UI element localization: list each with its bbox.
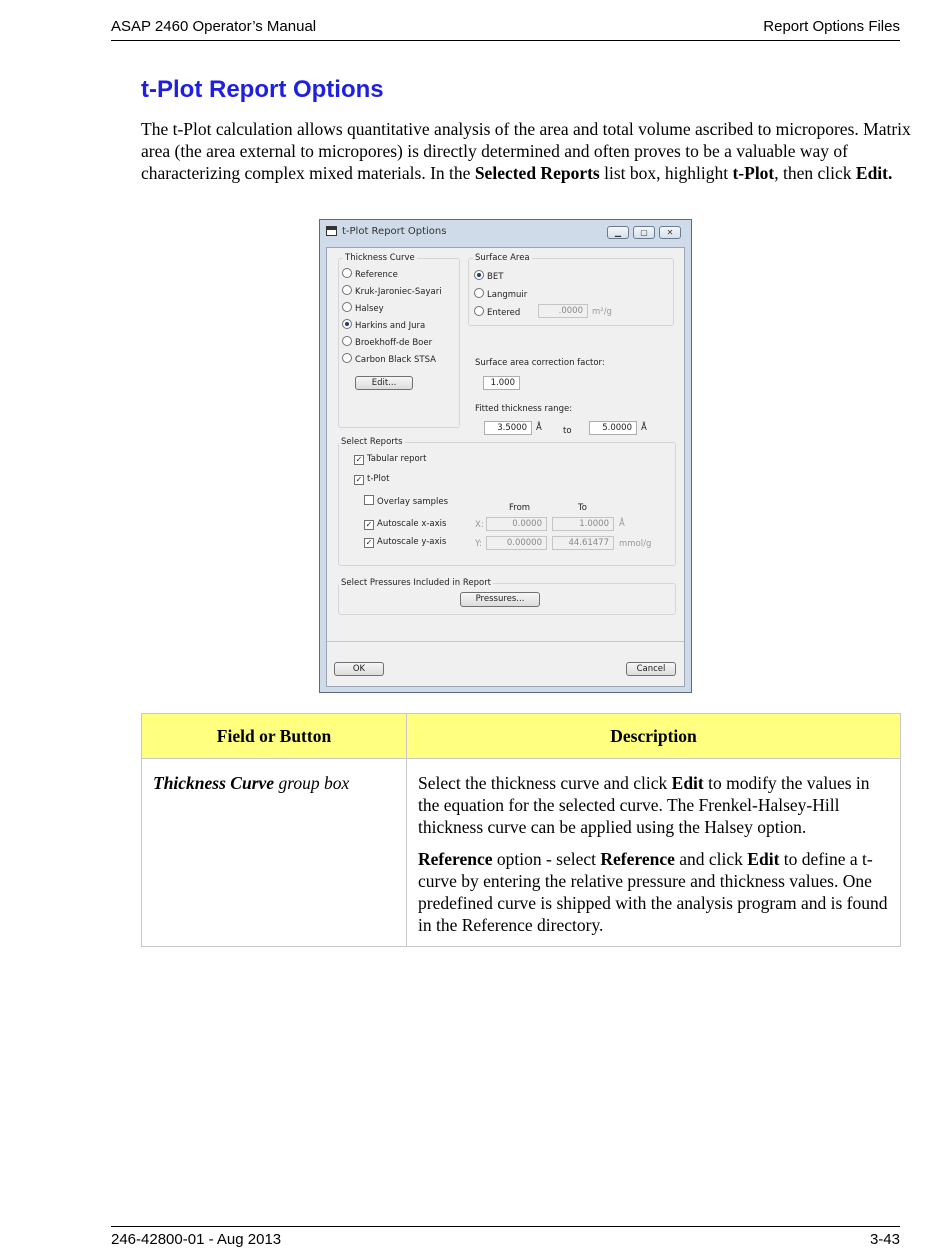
table-header-row — [142, 714, 901, 759]
radio-icon — [474, 288, 484, 298]
radio-label: Halsey — [355, 304, 384, 314]
field-description-table — [141, 713, 901, 947]
radio-harkins-jura[interactable] — [342, 319, 425, 331]
select-pressures-title: Select Pressures Included in Report — [341, 578, 492, 588]
radio-selected-icon — [342, 319, 352, 329]
radio-label: Kruk-Jaroniec-Sayari — [355, 287, 442, 297]
radio-label: Harkins and Jura — [355, 321, 426, 331]
radio-icon — [342, 268, 352, 278]
checkbox-label: Autoscale x-axis — [377, 519, 447, 529]
desc-text: to modify the values in the equation for the selected curve. The Frenkel-Halsey-Hill thickness curve can be applied using the Halsey option. — [418, 773, 870, 837]
correction-factor-field[interactable]: 1.000 — [483, 376, 520, 390]
checkbox-label: Autoscale y-axis — [377, 537, 447, 547]
entered-area-field[interactable]: .0000 — [538, 304, 588, 318]
radio-kruk[interactable] — [342, 285, 442, 297]
intro-text-2: list box, highlight — [599, 163, 733, 183]
tplot-dialog — [319, 219, 692, 693]
intro-paragraph — [141, 118, 911, 184]
description-paragraph-1 — [418, 772, 890, 838]
radio-label: Carbon Black STSA — [355, 355, 436, 365]
table-header-field: Field or Button — [142, 714, 407, 759]
radio-icon — [342, 353, 352, 363]
window-app-icon — [326, 226, 337, 236]
radio-label: Reference — [355, 270, 398, 280]
desc-bold: Edit — [747, 849, 780, 869]
to-column-label: To — [578, 503, 587, 513]
select-pressures-group — [338, 578, 676, 615]
checkbox-label: t-Plot — [367, 474, 390, 484]
radio-langmuir[interactable] — [474, 288, 527, 300]
field-name: Thickness Curve — [153, 773, 275, 793]
checkbox-label: Tabular report — [367, 454, 427, 464]
radio-label: Entered — [487, 308, 521, 318]
fitted-from-unit: Å — [536, 423, 542, 433]
radio-icon — [474, 306, 484, 316]
autoscale-x-checkbox[interactable] — [364, 519, 446, 530]
radio-selected-icon — [474, 270, 484, 280]
description-cell — [407, 759, 901, 947]
checkmark-icon: ✓ — [355, 475, 363, 484]
checkmark-icon: ✓ — [355, 455, 363, 464]
select-reports-title: Select Reports — [341, 437, 403, 447]
desc-text: option - select — [492, 849, 601, 869]
desc-bold: Edit — [671, 773, 704, 793]
intro-bold-2: t-Plot — [732, 163, 775, 183]
y-axis-label: Y: — [475, 539, 482, 549]
tabular-report-checkbox[interactable] — [354, 454, 427, 465]
radio-icon — [342, 336, 352, 346]
header-manual-title: ASAP 2460 Operator’s Manual — [111, 18, 317, 35]
radio-carbon-black[interactable] — [342, 353, 436, 365]
field-cell — [142, 759, 407, 947]
fitted-to-unit: Å — [641, 423, 647, 433]
close-icon[interactable]: ✕ — [659, 226, 681, 239]
footer-doc-number: 246-42800-01 - Aug 2013 — [111, 1231, 282, 1248]
y-to-field[interactable]: 44.61477 — [552, 536, 614, 550]
desc-text: Select the thickness curve and click — [418, 773, 672, 793]
x-unit: Å — [619, 519, 625, 529]
radio-icon — [342, 285, 352, 295]
desc-text: and click — [674, 849, 748, 869]
minimize-icon[interactable]: ▁ — [607, 226, 629, 239]
radio-reference[interactable] — [342, 268, 398, 280]
section-title: t-Plot Report Options — [141, 76, 384, 103]
x-axis-label: X: — [475, 520, 484, 530]
page-footer — [111, 1226, 900, 1248]
intro-bold-1: Selected Reports — [474, 163, 600, 183]
desc-text: to define a t-curve by entering the relative pressure and thickness values. One predefined curve is shipped with the analysis program and is found in the Reference directory. — [418, 849, 888, 935]
pressures-button[interactable]: Pressures... — [460, 592, 540, 607]
fitted-to-label: to — [563, 426, 572, 436]
tplot-checkbox[interactable] — [354, 474, 389, 485]
from-column-label: From — [509, 503, 531, 513]
x-to-field[interactable]: 1.0000 — [552, 517, 614, 531]
radio-bet[interactable] — [474, 270, 503, 282]
dialog-title: t-Plot Report Options — [342, 226, 447, 237]
fitted-range-label: Fitted thickness range: — [475, 404, 573, 414]
select-reports-group — [338, 437, 676, 566]
radio-label: BET — [487, 272, 504, 282]
checkbox-label: Overlay samples — [377, 497, 449, 507]
radio-entered[interactable] — [474, 306, 520, 318]
table-header-description: Description — [407, 714, 901, 759]
dialog-client-area — [326, 247, 685, 687]
button-bar-separator — [327, 641, 684, 642]
radio-label: Langmuir — [487, 290, 528, 300]
cancel-button[interactable]: Cancel — [626, 662, 676, 676]
header-section-title: Report Options Files — [763, 18, 900, 35]
autoscale-y-checkbox[interactable] — [364, 537, 446, 548]
fitted-from-field[interactable]: 3.5000 — [484, 421, 532, 435]
checkbox-empty-icon — [364, 495, 374, 505]
ok-button[interactable]: OK — [334, 662, 384, 676]
field-type: group box — [274, 773, 350, 793]
description-paragraph-2 — [418, 848, 890, 936]
surface-area-title: Surface Area — [475, 253, 530, 263]
checkmark-icon: ✓ — [365, 538, 373, 547]
radio-icon — [342, 302, 352, 312]
y-unit: mmol/g — [619, 539, 652, 549]
edit-button[interactable]: Edit... — [355, 376, 413, 390]
y-from-field[interactable]: 0.00000 — [486, 536, 547, 550]
entered-area-unit: m²/g — [592, 307, 612, 317]
table-row — [142, 759, 901, 947]
intro-bold-3: Edit. — [855, 163, 893, 183]
checkmark-icon: ✓ — [365, 520, 373, 529]
radio-label: Broekhoff-de Boer — [355, 338, 433, 348]
overlay-samples-checkbox[interactable] — [364, 495, 448, 507]
page-header — [111, 18, 900, 41]
desc-bold: Reference — [418, 849, 493, 869]
thickness-curve-title: Thickness Curve — [345, 253, 415, 263]
radio-halsey[interactable] — [342, 302, 384, 314]
surface-area-group — [468, 253, 674, 326]
thickness-curve-group — [338, 253, 460, 428]
intro-text-3: , then click — [774, 163, 856, 183]
correction-factor-label: Surface area correction factor: — [475, 358, 605, 368]
maximize-icon[interactable]: ▢ — [633, 226, 655, 239]
fitted-to-field[interactable]: 5.0000 — [589, 421, 637, 435]
radio-broekhoff[interactable] — [342, 336, 432, 348]
footer-page-number: 3-43 — [869, 1231, 900, 1248]
intro-text-1: The t-Plot calculation allows quantitative analysis of the area and total volume ascribed to micropores. Matrix area (the area external to micropores) is directly determined and often proves to be a valuable way of characterizing complex mixed materials. In the — [141, 119, 911, 183]
desc-bold: Reference — [600, 849, 675, 869]
x-from-field[interactable]: 0.0000 — [486, 517, 547, 531]
